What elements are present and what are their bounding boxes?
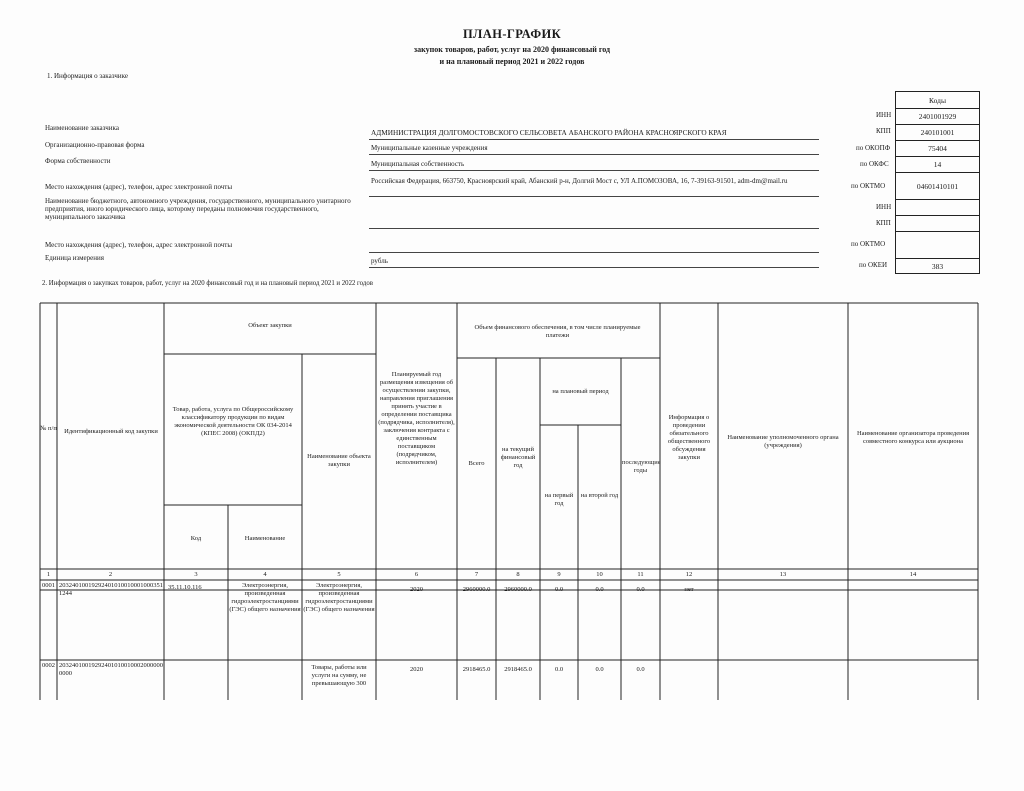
value-ownership: Муниципальная собственность [371, 160, 465, 168]
row1-first: 0.0 [554, 586, 564, 593]
row1-later: 0.0 [636, 586, 645, 593]
col-header-object-name: Наименование объекта закупки [307, 453, 371, 468]
col-number-10: 10 [596, 571, 603, 578]
codes-header: Коды [928, 96, 947, 105]
col-header-discussion: Информация о проведении обязательного общественного обсуждения закупки [667, 414, 711, 461]
document-subtitle-1: закупок товаров, работ, услуг на 2020 финансовый год [413, 45, 611, 54]
code-label-okopf: по ОКОПФ [856, 144, 891, 152]
value-unit: рубль [371, 257, 388, 265]
code-label-okei: по ОКЕИ [859, 261, 888, 269]
row1-ikz: 203240100192924010100100010003511244 [59, 582, 163, 597]
col-header-finance: Объем финансового обеспечения, в том числе планируемые платежи [474, 324, 641, 339]
col-number-5: 5 [337, 571, 341, 578]
row1-current: 2960000.0 [504, 586, 532, 593]
col-number-12: 12 [685, 571, 693, 578]
col-header-later-years: последующие годы [622, 459, 661, 474]
code-label-oktmo: по ОКТМО [851, 182, 886, 190]
row2-object-name: Товары, работы или услуги на сумму, не превышающую 300 [311, 664, 367, 687]
label-ownership: Форма собственности [45, 157, 111, 165]
col-number-13: 13 [779, 571, 787, 578]
row1-second: 0.0 [595, 586, 604, 593]
col-header-object: Объект закупки [248, 322, 292, 329]
value-customer-name: АДМИНИСТРАЦИЯ ДОЛГОМОСТОВСКОГО СЕЛЬСОВЕТА АБАНСКОГО РАЙОНА КРАСНОЯРСКОГО КРАЯ [371, 128, 727, 137]
code-okfs-value: 14 [896, 156, 979, 173]
col-header-current: на текущий финансовый год [500, 446, 536, 469]
row1-code: 35.11.10.116 [168, 584, 202, 591]
col-header-okpd: Товар, работа, услуга по Общероссийскому классификатору продукции по видам экономической деятельности ОК 034-2014 (КПЕС 2008) (ОКПД2) [172, 406, 294, 437]
col-header-planned-year: Планируемый год размещения извещения об осуществлении закупки, направления приглашения принять участие в определении поставщика (подрядчика, исполнителя), заключения контракта с единственным поставщиком (подрядчиком, исполнителем) [378, 371, 455, 466]
label-org-form: Организационно-правовая форма [45, 141, 145, 149]
code-label-inn: ИНН [876, 111, 892, 119]
code-okei-value: 383 [896, 258, 979, 275]
code-oktmo-value: 04601410101 [896, 172, 979, 199]
row2-current: 2918465.0 [504, 666, 532, 673]
col-header-first-year: на первый год [544, 492, 574, 507]
row2-year: 2020 [410, 666, 423, 673]
section1-heading: 1. Информация о заказчике [47, 72, 128, 80]
code-inn-value: 2401001929 [896, 108, 979, 125]
section2-heading: 2. Информация о закупках товаров, работ, услуг на 2020 финансовый год и на плановый период 2021 и 2022 годов [42, 280, 373, 287]
col-header-ikz: Идентификационный код закупки [64, 428, 158, 435]
col-number-14: 14 [909, 571, 917, 578]
row2-later: 0.0 [636, 666, 645, 673]
row2-first: 0.0 [554, 666, 564, 673]
label-budget-institution: Наименование бюджетного, автономного учреждения, государственного, муниципального унитарного предприятия, иного юридического лица, которому переданы полномочия государственного, муниципального заказчика [45, 197, 351, 221]
code-kpp-value: 240101001 [896, 124, 979, 141]
col-header-second-year: на второй год [580, 492, 619, 499]
code-label-kpp-2: КПП [876, 219, 891, 227]
row1-okpd-name: Электроэнергия, произведенная гидроэлектростанциями (ГЭС) общего назначения [229, 582, 301, 613]
col-header-authority: Наименование уполномоченного органа (учреждения) [727, 434, 839, 449]
col-number-1: 1 [46, 571, 51, 578]
col-number-9: 9 [557, 571, 561, 578]
col-header-total: Всего [468, 460, 485, 467]
row2-num: 0002 [42, 662, 55, 669]
col-header-organizer: Наименование организатора проведения совместного конкурса или аукциона [856, 430, 970, 445]
col-number-11: 11 [637, 571, 644, 578]
code-label-kpp: КПП [876, 127, 891, 135]
code-label-oktmo-2: по ОКТМО [851, 240, 886, 248]
code-label-inn-2: ИНН [876, 203, 892, 211]
value-location: Российская Федерация, 663750, Красноярский край, Абанский р-н, Долгий Мост с, УЛ А.ПОМОЗОВА, 16, 7-39163-91501, adm-dm@mail.ru [371, 177, 788, 185]
label-customer-name: Наименование заказчика [45, 124, 119, 132]
col-number-4: 4 [263, 571, 267, 578]
code-okopf-value: 75404 [896, 140, 979, 157]
row2-total: 2918465.0 [462, 666, 491, 673]
row1-year: 2020 [410, 586, 423, 593]
col-header-okpd-name: Наименование [244, 535, 286, 542]
code-label-okfs: по ОКФС [860, 160, 889, 168]
row2-second: 0.0 [595, 666, 604, 673]
col-header-planned-period: на плановый период [552, 388, 609, 395]
col-number-2: 2 [108, 571, 113, 578]
col-number-8: 8 [516, 571, 520, 578]
row1-num: 0001 [42, 582, 55, 589]
label-location: Место нахождения (адрес), телефон, адрес электронной почты [45, 183, 233, 191]
document-subtitle-2: и на плановый период 2021 и 2022 годов [439, 57, 585, 66]
col-header-num: № п/п [40, 425, 57, 432]
label-unit: Единица измерения [45, 254, 104, 262]
col-number-7: 7 [474, 571, 479, 578]
document-title: ПЛАН-ГРАФИК [462, 27, 562, 41]
row1-total: 2960000.0 [462, 586, 491, 593]
col-number-6: 6 [414, 571, 419, 578]
row1-discussion: нет [684, 586, 694, 593]
label-location-2: Место нахождения (адрес), телефон, адрес электронной почты [45, 241, 233, 249]
value-org-form: Муниципальные казенные учреждения [371, 144, 488, 152]
row2-ikz: 203240100192924010100100020000000000 [59, 662, 163, 677]
col-header-code: Код [190, 535, 202, 542]
col-number-3: 3 [194, 571, 198, 578]
row1-object-name: Электроэнергия, произведенная гидроэлектростанциями (ГЭС) общего назначения [303, 582, 375, 613]
